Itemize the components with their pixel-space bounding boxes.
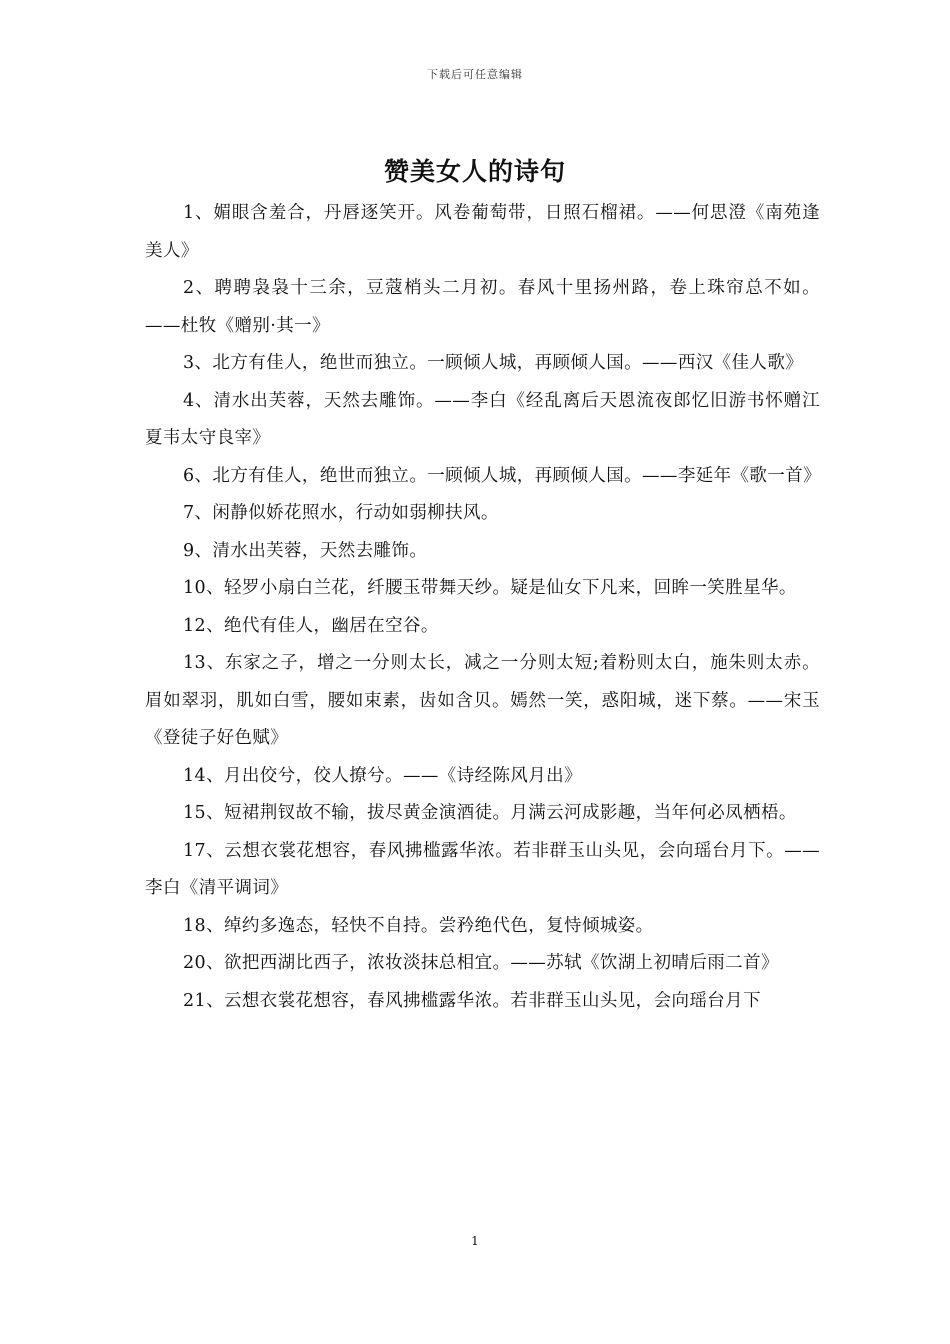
poem-item: 2、聘聘袅袅十三余，豆蔻梢头二月初。春风十里扬州路，卷上珠帘总不如。——杜牧《赠别·其一》 [145,278,820,336]
poem-item: 10、轻罗小扇白兰花，纤腰玉带舞天纱。疑是仙女下凡来，回眸一笑胜星华。 [183,578,797,598]
document-title: 赞美女人的诗句 [383,157,566,186]
poem-item: 17、云想衣裳花想容，春风拂槛露华浓。若非群玉山头见，会向瑶台月下。——李白《清平调词》 [145,840,820,898]
page-header: 下载后可任意编辑 [427,68,523,81]
poem-item: 6、北方有佳人，绝世而独立。一顾倾人城，再顾倾人国。——李延年《歌一首》 [183,465,822,486]
poem-item: 21、云想衣裳花想容，春风拂槛露华浓。若非群玉山头见，会向瑶台月下 [183,990,761,1011]
poem-list [145,195,820,1020]
poem-item: 13、东家之子，增之一分则太长，减之一分则太短;着粉则太白，施朱则太赤。眉如翠羽，肌如白雪，腰如束素，齿如含贝。嫣然一笑，惑阳城，迷下蔡。——宋玉《登徒子好色赋》 [145,653,820,748]
poem-item: 1、媚眼含羞合，丹唇逐笑开。风卷葡萄带，日照石榴裙。——何思澄《南苑逢美人》 [145,203,820,261]
poem-item: 7、闲静似娇花照水，行动如弱柳扶风。 [183,503,499,523]
poem-item: 20、欲把西湖比西子，浓妆淡抹总相宜。——苏轼《饮湖上初晴后雨二首》 [183,953,779,973]
page-number: 1 [471,1234,479,1248]
poem-item: 18、绰约多逸态，轻快不自持。尝矜绝代色，复恃倾城姿。 [183,915,654,936]
poem-item: 14、月出佼兮，佼人撩兮。——《诗经陈风月出》 [183,765,582,786]
poem-item: 4、清水出芙蓉，天然去雕饰。——李白《经乱离后天恩流夜郎忆旧游书怀赠江夏韦太守良宰》 [145,390,820,448]
poem-item: 15、短裙荆钗故不输，拔尽黄金演酒徒。月满云河成影趣，当年何必凤栖梧。 [183,803,797,823]
poem-item: 12、绝代有佳人，幽居在空谷。 [183,615,439,636]
poem-item: 9、清水出芙蓉，天然去雕饰。 [183,540,428,561]
poem-item: 3、北方有佳人，绝世而独立。一顾倾人城，再顾倾人国。——西汉《佳人歌》 [183,353,804,373]
